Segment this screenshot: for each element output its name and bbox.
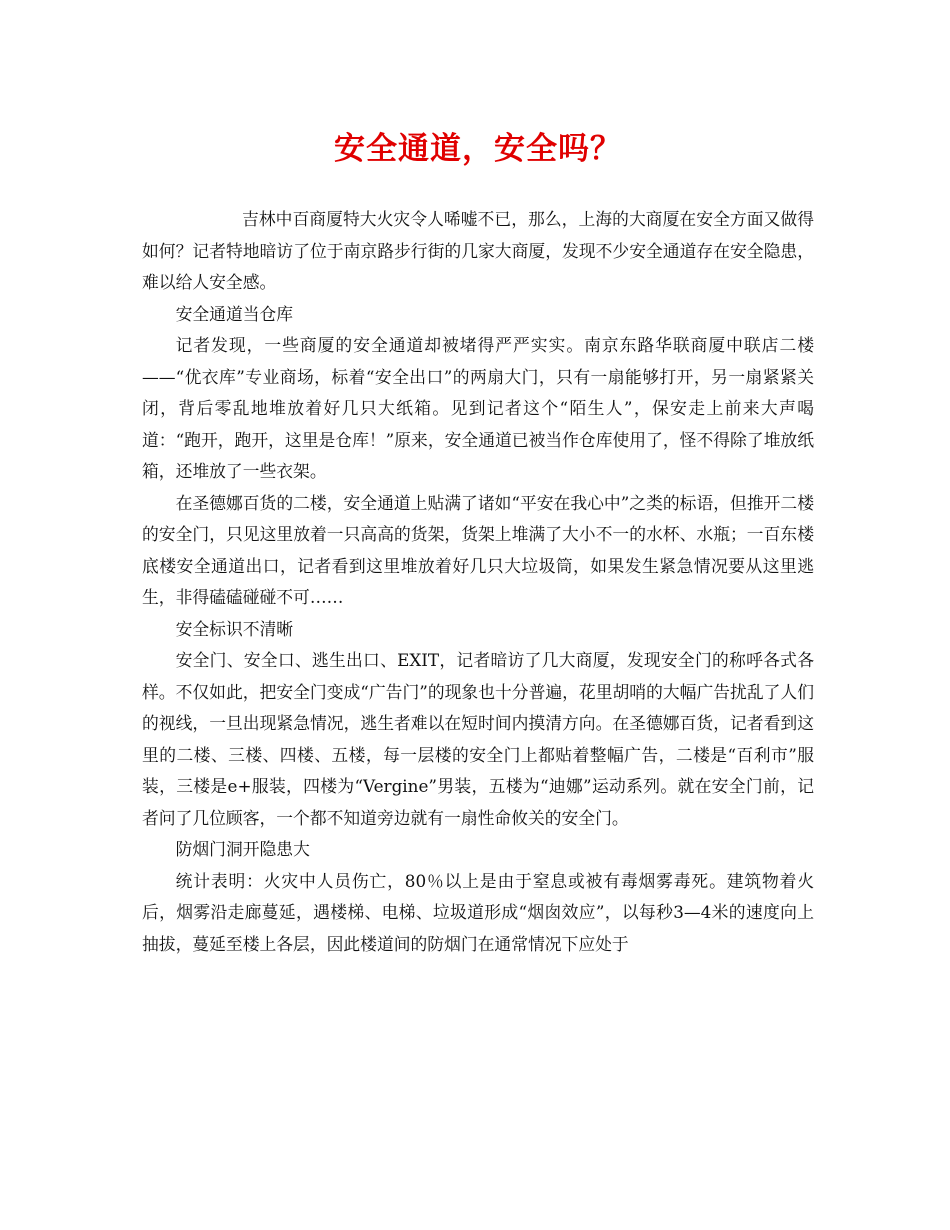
section-heading-storage: 安全通道当仓库 [175, 303, 294, 324]
section-heading-signage: 安全标识不清晰 [175, 618, 294, 639]
section-heading-smoke-door: 防烟门洞开隐患大 [175, 839, 310, 859]
paragraph-storage-1: 记者发现，一些商厦的安全通道却被堵得严严实实。南京东路华联商厦中联店二楼——“优衣库”专业商场，标着“安全出口”的两扇大门，只有一扇能够打开，另一扇紧紧关闭，背后零乱地堆放着好几只大纸箱。见到记者这个“陌生人”，保安走上前来大声喝道：“跑开，跑开，这里是仓库！”原来，安全通道已被当作仓库使用了，怪不得除了堆放纸箱，还堆放了一些衣架。 [142, 335, 814, 481]
paragraph-intro: 吉林中百商厦特大火灾令人唏嘘不已，那么，上海的大商厦在安全方面又做得如何？记者特地暗访了位于南京路步行街的几家大商厦，发现不少安全通道存在安全隐患，难以给人安全感。 [142, 209, 814, 292]
paragraph-smoke-door: 统计表明：火灾中人员伤亡，80％以上是由于窒息或被有毒烟雾毒死。建筑物着火后，烟雾沿走廊蔓延，遇楼梯、电梯、垃圾道形成“烟囱效应”，以每秒3—4米的速度向上抽拔，蔓延至楼上各层，因此楼道间的防烟门在通常情况下应处于 [142, 870, 814, 954]
document-body [142, 204, 814, 960]
paragraph-storage-2: 在圣德娜百货的二楼，安全通道上贴满了诸如“平安在我心中”之类的标语，但推开二楼的安全门，只见这里放着一只高高的货架，货架上堆满了大小不一的水杯、水瓶；一百东楼底楼安全通道出口，记者看到这里堆放着好几只大垃圾筒，如果发生紧急情况要从这里逃生，非得磕磕碰碰不可…… [142, 492, 814, 607]
document-title: 安全通道，安全吗？ [334, 131, 622, 167]
paragraph-signage: 安全门、安全口、逃生出口、EXIT，记者暗访了几大商厦，发现安全门的称呼各式各样。不仅如此，把安全门变成“广告门”的现象也十分普遍，花里胡哨的大幅广告扰乱了人们的视线，一旦出现紧急情况，逃生者难以在短时间内摸清方向。在圣德娜百货，记者看到这里的二楼、三楼、四楼、五楼，每一层楼的安全门上都贴着整幅广告，二楼是“百利市”服装，三楼是e+服装，四楼为“Vergine”男装，五楼为“迪娜”运动系列。就在安全门前，记者问了几位顾客，一个都不知道旁边就有一扇性命攸关的安全门。 [142, 650, 814, 828]
